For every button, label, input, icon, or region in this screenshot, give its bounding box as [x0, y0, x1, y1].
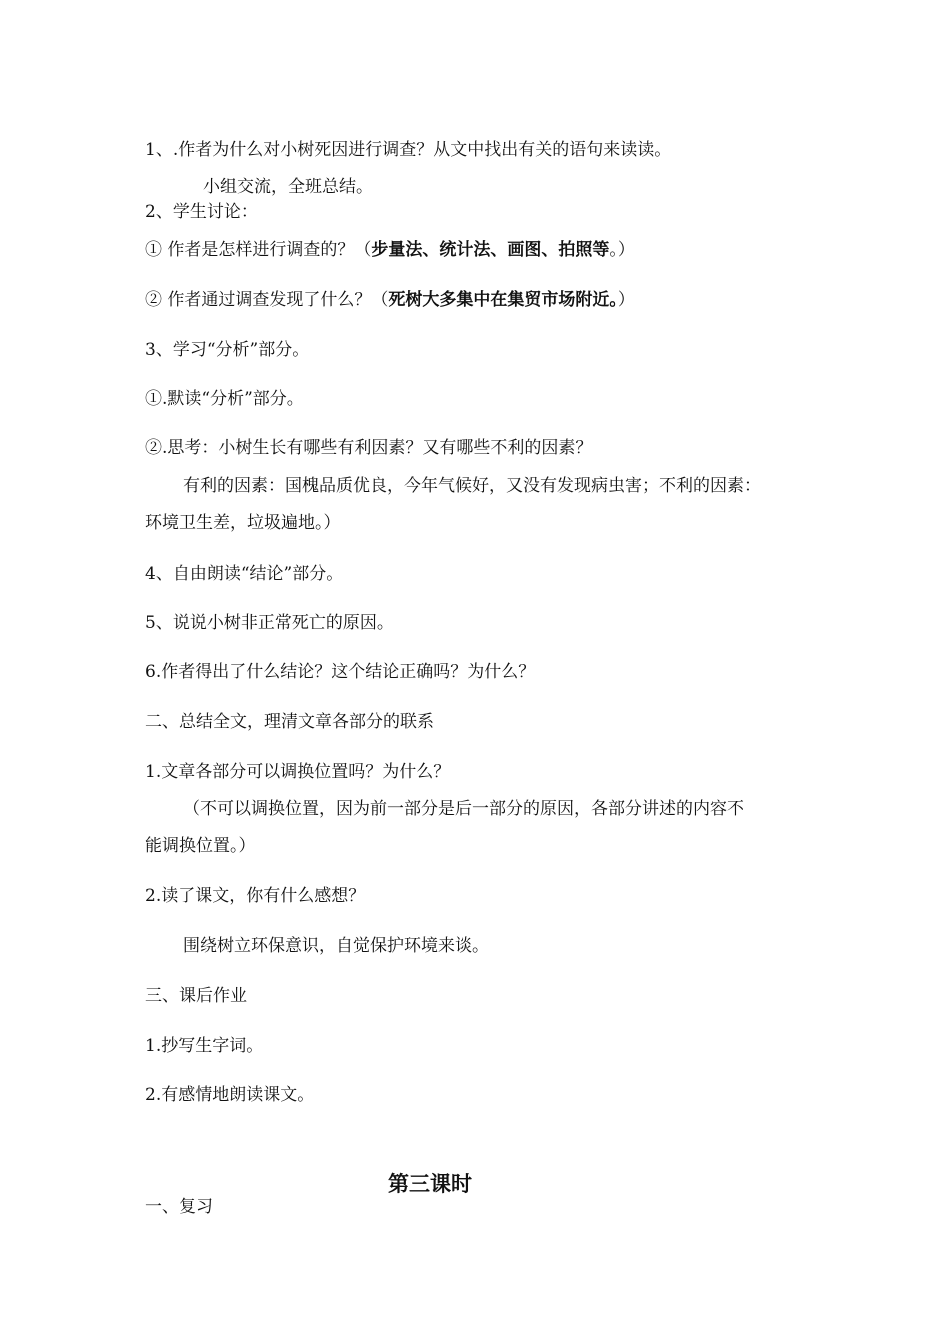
- factors-line-1: 有利的因素：国槐品质优良，今年气候好，又没有发现病虫害；不利的因素：: [183, 476, 761, 496]
- section-2-heading: 二、总结全文，理清文章各部分的联系: [145, 712, 434, 732]
- step-3-heading: 3、学习“分析”部分。: [145, 340, 310, 360]
- student-discussion: 2、学生讨论：: [145, 202, 258, 222]
- discussion-item-1-question: ① 作者是怎样进行调查的？（: [145, 240, 372, 260]
- section-2-answer-1-line-2: 能调换位置。）: [145, 836, 256, 856]
- section-3-heading: 三、课后作业: [145, 986, 247, 1006]
- factors-line-2: 环境卫生差，垃圾遍地。）: [145, 513, 341, 533]
- section-2-question-1: 1.文章各部分可以调换位置吗？为什么？: [145, 762, 451, 782]
- discussion-item-2-question: ② 作者通过调查发现了什么？（: [145, 290, 389, 310]
- homework-item-1: 1.抄写生字词。: [145, 1036, 264, 1056]
- homework-item-2: 2.有感情地朗读课文。: [145, 1085, 315, 1105]
- step-3-item-2: ②.思考：小树生长有哪些有利因素？又有哪些不利的因素？: [145, 438, 593, 458]
- discussion-item-2-answer: 死树大多集中在集贸市场附近。: [388, 290, 618, 310]
- step-5-heading: 5、说说小树非正常死亡的原因。: [145, 613, 394, 633]
- discussion-item-2: [145, 288, 635, 312]
- discussion-item-1-close: 。）: [609, 240, 635, 260]
- section-2-question-2: 2.读了课文，你有什么感想？: [145, 886, 366, 906]
- question-1: 1、.作者为什么对小树死因进行调查？从文中找出有关的语句来读读。: [145, 140, 672, 160]
- section-2-answer-2: 围绕树立环保意识，自觉保护环境来谈。: [183, 936, 489, 956]
- discussion-item-1: [145, 238, 635, 262]
- step-4-heading: 4、自由朗读“结论”部分。: [145, 564, 344, 584]
- section-2-answer-1-line-1: （不可以调换位置，因为前一部分是后一部分的原因，各部分讲述的内容不: [183, 799, 744, 819]
- review-heading: 一、复习: [145, 1197, 213, 1217]
- step-6-heading: 6.作者得出了什么结论？这个结论正确吗？为什么？: [145, 662, 536, 682]
- step-3-item-1: ①.默读“分析”部分。: [145, 389, 304, 409]
- group-exchange: 小组交流，全班总结。: [203, 177, 373, 197]
- discussion-item-1-answer: 步量法、统计法、画图、拍照等: [371, 240, 610, 260]
- lesson-title: 第三课时: [388, 1171, 472, 1196]
- discussion-item-2-close: ）: [617, 290, 635, 310]
